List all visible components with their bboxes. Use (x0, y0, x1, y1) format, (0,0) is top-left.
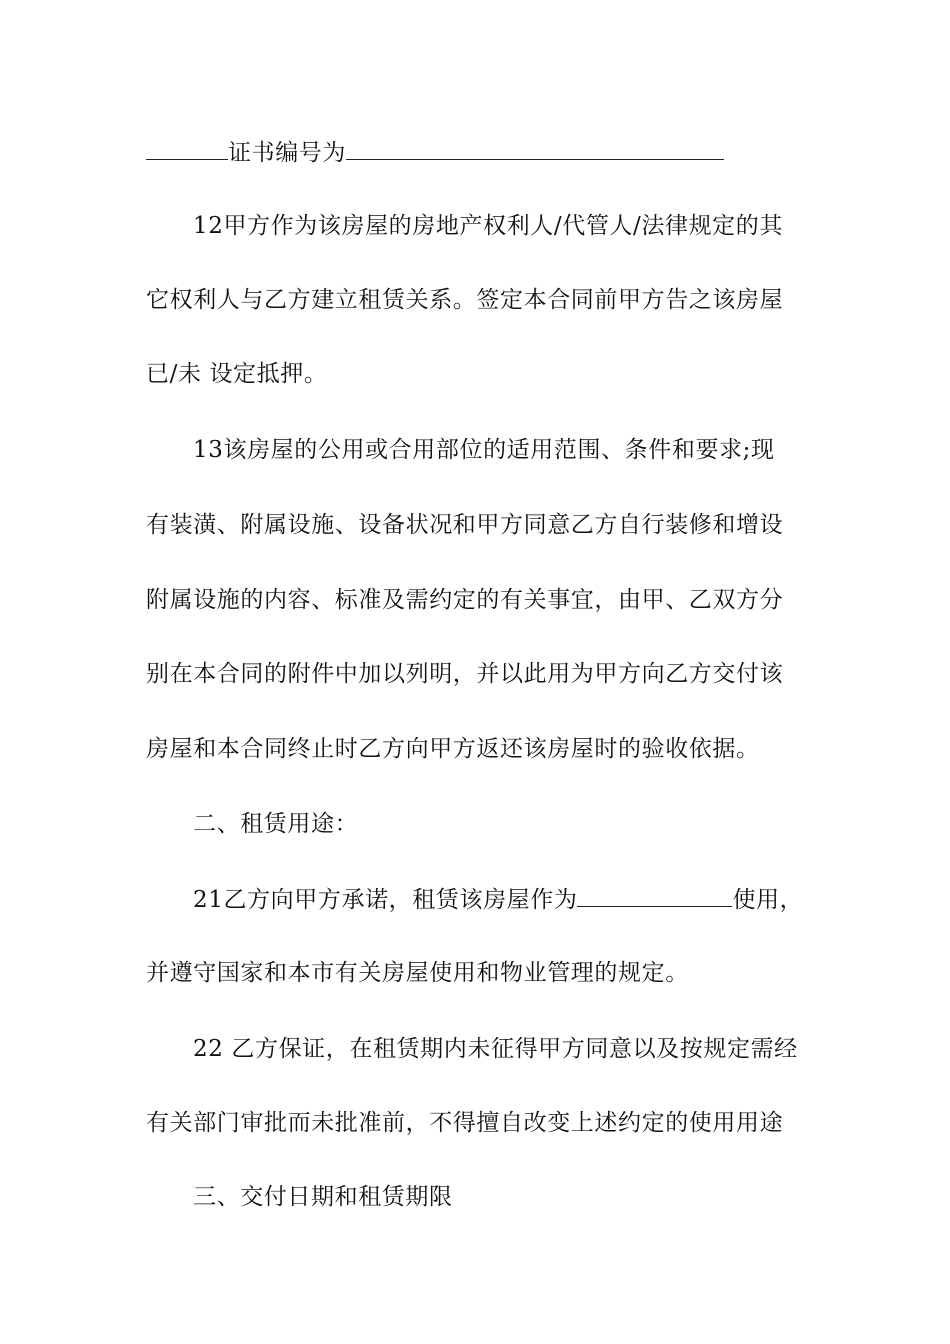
section-3-heading: 三、交付日期和租赁期限 (193, 1184, 453, 1210)
clause-2-1-text-after: 使用， (732, 887, 804, 913)
clause-1-3-line-2: 有装潢、附属设施、设备状况和甲方同意乙方自行装修和增设 (146, 512, 784, 538)
clause-1-3-line-5: 房屋和本合同终止时乙方向甲方返还该房屋时的验收依据。 (146, 736, 760, 762)
clause-2-1-line-2: 并遵守国家和本市有关房屋使用和物业管理的规定。 (146, 960, 689, 986)
blank-field (146, 137, 228, 160)
certificate-number-line (146, 137, 724, 168)
section-2-heading: 二、租赁用途： (193, 811, 359, 837)
clause-1-3-line-1: 13该房屋的公用或合用部位的适用范围、条件和要求;现 (193, 437, 775, 463)
usage-blank (577, 884, 732, 907)
clause-1-3-line-4: 别在本合同的附件中加以列明，并以此用为甲方向乙方交付该 (146, 661, 784, 687)
clause-1-2-line-3: 已/未 设定抵押。 (146, 361, 328, 387)
clause-2-1-text-before: 21乙方向甲方承诺，租赁该房屋作为 (193, 887, 578, 913)
clause-1-2-line-2: 它权利人与乙方建立租赁关系。签定本合同前甲方告之该房屋 (146, 287, 784, 313)
certificate-number-blank (346, 137, 724, 160)
clause-1-2-line-1: 12甲方作为该房屋的房地产权利人/代管人/法律规定的其 (193, 213, 783, 239)
clause-2-2-line-2: 有关部门审批而未批准前，不得擅自改变上述约定的使用用途 (146, 1110, 784, 1136)
certificate-number-label: 证书编号为 (228, 140, 346, 166)
clause-2-1-line-1 (193, 884, 803, 915)
clause-2-2-line-1: 22 乙方保证，在租赁期内未征得甲方同意以及按规定需经 (193, 1036, 798, 1062)
clause-1-3-line-3: 附属设施的内容、标准及需约定的有关事宜，由甲、乙双方分 (146, 587, 784, 613)
